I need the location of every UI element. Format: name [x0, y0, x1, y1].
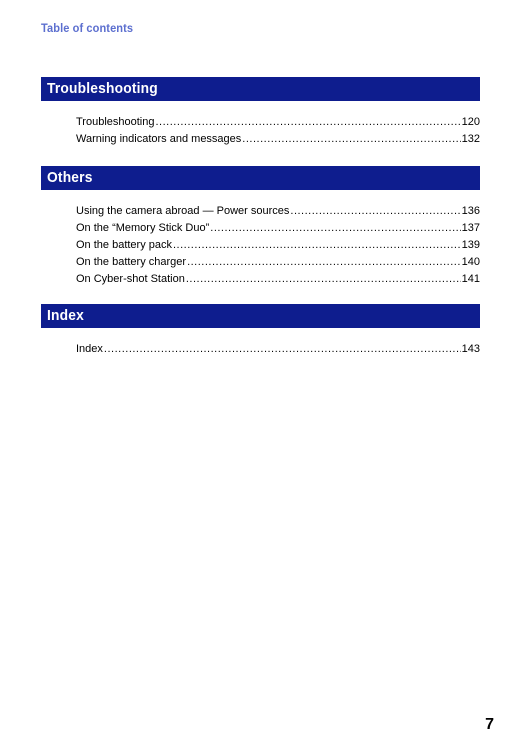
toc-entry-title: On the battery pack — [76, 239, 172, 251]
toc-entry-title: Index — [76, 343, 103, 355]
toc-entry-title: Troubleshooting — [76, 116, 155, 128]
section-heading: Others — [47, 169, 93, 186]
dot-leader — [173, 237, 461, 254]
section-heading-bar — [41, 77, 480, 101]
toc-entry-list — [76, 341, 480, 358]
dot-leader — [186, 271, 461, 288]
toc-entry-title: On the battery charger — [76, 256, 187, 268]
toc-entry-page: 132 — [461, 133, 480, 145]
toc-entry[interactable] — [76, 341, 480, 358]
toc-entry-page: 141 — [461, 273, 480, 285]
dot-leader — [104, 341, 461, 358]
toc-entry[interactable] — [76, 203, 480, 220]
toc-entry-page: 139 — [461, 239, 480, 251]
section-heading: Index — [47, 307, 84, 324]
section-heading: Troubleshooting — [47, 80, 158, 97]
toc-entry-list — [76, 114, 480, 148]
toc-entry-title: Warning indicators and messages — [76, 133, 242, 145]
toc-entry[interactable] — [76, 254, 480, 271]
toc-entry-page: 120 — [461, 116, 480, 128]
toc-entry[interactable] — [76, 131, 480, 148]
toc-entry-title: On Cyber-shot Station — [76, 273, 185, 285]
section-index — [41, 304, 480, 358]
section-others — [41, 166, 480, 288]
toc-entry-title: Using the camera abroad — Power sources — [76, 205, 290, 217]
page-number: 7 — [485, 716, 494, 733]
toc-entry[interactable] — [76, 220, 480, 237]
dot-leader — [290, 203, 460, 220]
dot-leader — [155, 114, 460, 131]
toc-entry[interactable] — [76, 114, 480, 131]
toc-entry[interactable] — [76, 271, 480, 288]
toc-entry-page: 140 — [461, 256, 480, 268]
section-heading-bar — [41, 166, 480, 190]
dot-leader — [187, 254, 461, 271]
toc-entry[interactable] — [76, 237, 480, 254]
section-heading-bar — [41, 304, 480, 328]
toc-entry-page: 143 — [461, 343, 480, 355]
section-troubleshooting — [41, 77, 480, 148]
toc-entry-list — [76, 203, 480, 288]
page-header-title: Table of contents — [41, 21, 134, 35]
toc-entry-page: 136 — [461, 205, 480, 217]
dot-leader — [210, 220, 460, 237]
toc-entry-page: 137 — [461, 222, 480, 234]
toc-entry-title: On the “Memory Stick Duo” — [76, 222, 210, 234]
dot-leader — [242, 131, 460, 148]
